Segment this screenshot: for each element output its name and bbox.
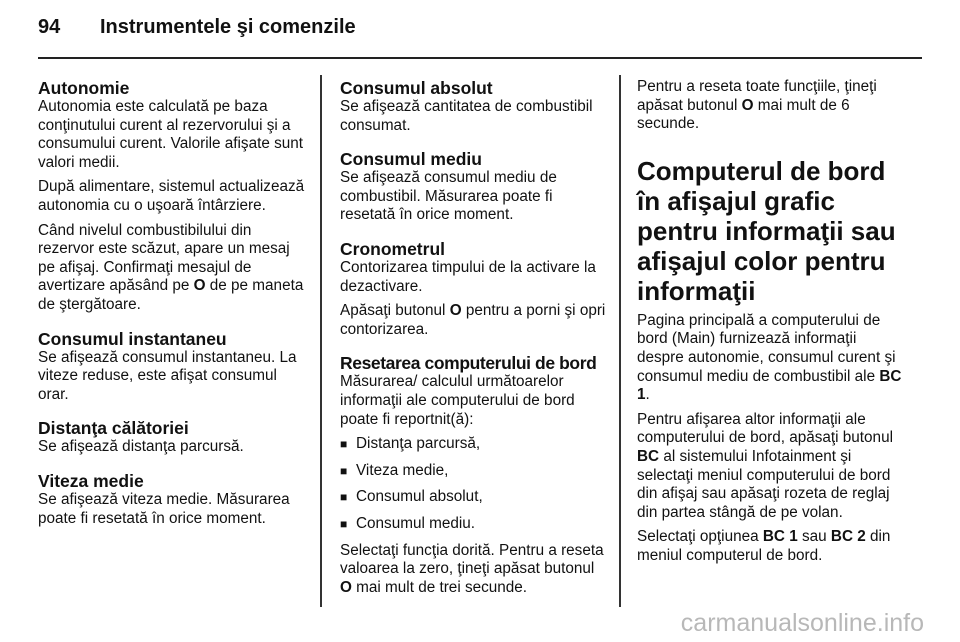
text: Apăsaţi butonul — [340, 302, 450, 320]
paragraph: Se afişează distanţa parcursă. — [38, 438, 244, 456]
key-label: BC 2 — [830, 528, 866, 546]
text: sau — [797, 528, 831, 546]
text: Când nivelul combustibilului din rezervor este scăzut, apare un mesaj pe afişaj. Confirmaţi mesajul de avertizare apăsând pe — [38, 221, 290, 295]
section-consum-absolut — [340, 78, 608, 135]
text: Pagina principală a computerului de bord (Main) furnizează informaţii despre autonomie, consumul curent şi consumul mediu de combustibil ale — [637, 311, 896, 385]
section-autonomie — [38, 78, 308, 315]
paragraph — [340, 302, 608, 339]
paragraph: Se afişează consumul mediu de combustibil. Măsurarea poate fi resetată în orice moment. — [340, 169, 557, 224]
section-heading: Consumul absolut — [340, 78, 493, 98]
paragraph: După alimentare, sistemul actualizează autonomia cu o uşoară întârziere. — [38, 178, 305, 214]
key-label: O — [193, 277, 206, 295]
header-rule — [38, 57, 922, 59]
paragraph — [38, 222, 308, 315]
key-label: BC 1 — [637, 367, 902, 404]
paragraph: Contorizarea timpului de la activare la dezactivare. — [340, 258, 596, 295]
key-label: O — [449, 302, 462, 320]
key-label: BC 1 — [762, 528, 798, 546]
paragraph: Se afişează viteza medie. Măsurarea poate fi resetată în orice moment. — [38, 490, 290, 527]
watermark: carmanualsonline.info — [680, 609, 924, 637]
column-2 — [340, 78, 608, 611]
paragraph — [637, 312, 905, 405]
text: Selectaţi funcţia dorită. Pentru a reseta valoarea la zero, ţineţi apăsat butonul — [340, 541, 604, 578]
section-heading: Distanţa călătoriei — [38, 418, 189, 439]
list-item — [340, 488, 608, 507]
page-number: 94 — [38, 16, 61, 38]
section-heading: Resetarea computerului de bord — [340, 353, 597, 374]
paragraph — [637, 411, 905, 523]
column-divider-1 — [320, 75, 322, 607]
text: Selectaţi opţiunea — [637, 528, 763, 546]
paragraph: Autonomia este calculată pe baza conţinutului curent al rezervorului şi a consumului curent. Valorile afişate sunt valori medii. — [38, 98, 303, 171]
section-resetare — [340, 353, 608, 597]
text: mai mult de trei secunde. — [351, 578, 528, 596]
column-1 — [38, 78, 308, 542]
page-header — [38, 16, 356, 39]
text: al sistemului Infotainment şi selectaţi meniul computerului de bord din afişaj sau apăsaţi rozeta de reglaj din partea stângă de pe volan. — [637, 447, 891, 521]
text: . — [645, 386, 650, 404]
column-divider-2 — [619, 75, 621, 607]
section-cronometru — [340, 239, 608, 339]
column-3 — [637, 78, 905, 572]
text: Consumul mediu. — [356, 514, 476, 532]
bullet-icon: ■ — [340, 463, 348, 478]
paragraph — [637, 528, 905, 565]
paragraph: Măsurarea/ calculul următoarelor informaţii ale computerului de bord poate fi reportnit(ă): — [340, 373, 575, 428]
bullet-icon: ■ — [340, 437, 348, 452]
section-heading: Autonomie — [38, 78, 130, 98]
text: Distanţa parcursă, — [356, 435, 481, 453]
text: Pentru afişarea altor informaţii ale computerului de bord, apăsaţi butonul — [637, 410, 893, 447]
paragraph — [637, 78, 905, 134]
bullet-icon: ■ — [340, 516, 348, 531]
list-item — [340, 462, 608, 481]
list-item — [340, 435, 608, 454]
paragraph: Se afişează consumul instantaneu. La viteze reduse, este afişat consumul orar. — [38, 348, 297, 403]
main-heading: Computerul de bord în afişajul grafic pentru informaţii sau afişajul color pentru informaţii — [637, 155, 896, 306]
text: din meniul computerul de bord. — [637, 528, 891, 564]
key-label: O — [340, 578, 352, 596]
page-title: Instrumentele şi comenzile — [100, 16, 356, 38]
section-heading: Consumul instantaneu — [38, 328, 227, 349]
section-heading: Consumul mediu — [340, 149, 482, 170]
reset-list — [340, 435, 608, 533]
text: Consumul absolut, — [356, 488, 483, 506]
text: pentru a porni şi opri contorizarea. — [340, 302, 606, 338]
section-consum-mediu — [340, 149, 608, 225]
text: mai mult de 6 secunde. — [637, 96, 850, 133]
section-consum-instantaneu — [38, 329, 308, 405]
section-distanta — [38, 418, 308, 457]
bullet-icon: ■ — [340, 490, 348, 505]
text: de pe maneta de ştergătoare. — [38, 277, 304, 313]
section-viteza-medie — [38, 471, 308, 528]
list-item — [340, 515, 608, 534]
key-label: BC — [637, 447, 660, 465]
key-label: O — [741, 96, 754, 114]
paragraph: Se afişează cantitatea de combustibil consumat. — [340, 98, 593, 134]
section-heading: Cronometrul — [340, 238, 445, 259]
paragraph — [340, 542, 608, 598]
section-heading: Viteza medie — [38, 470, 144, 491]
text: Viteza medie, — [356, 461, 449, 479]
text: Pentru a reseta toate funcţiile, ţineţi apăsat butonul — [637, 78, 877, 114]
